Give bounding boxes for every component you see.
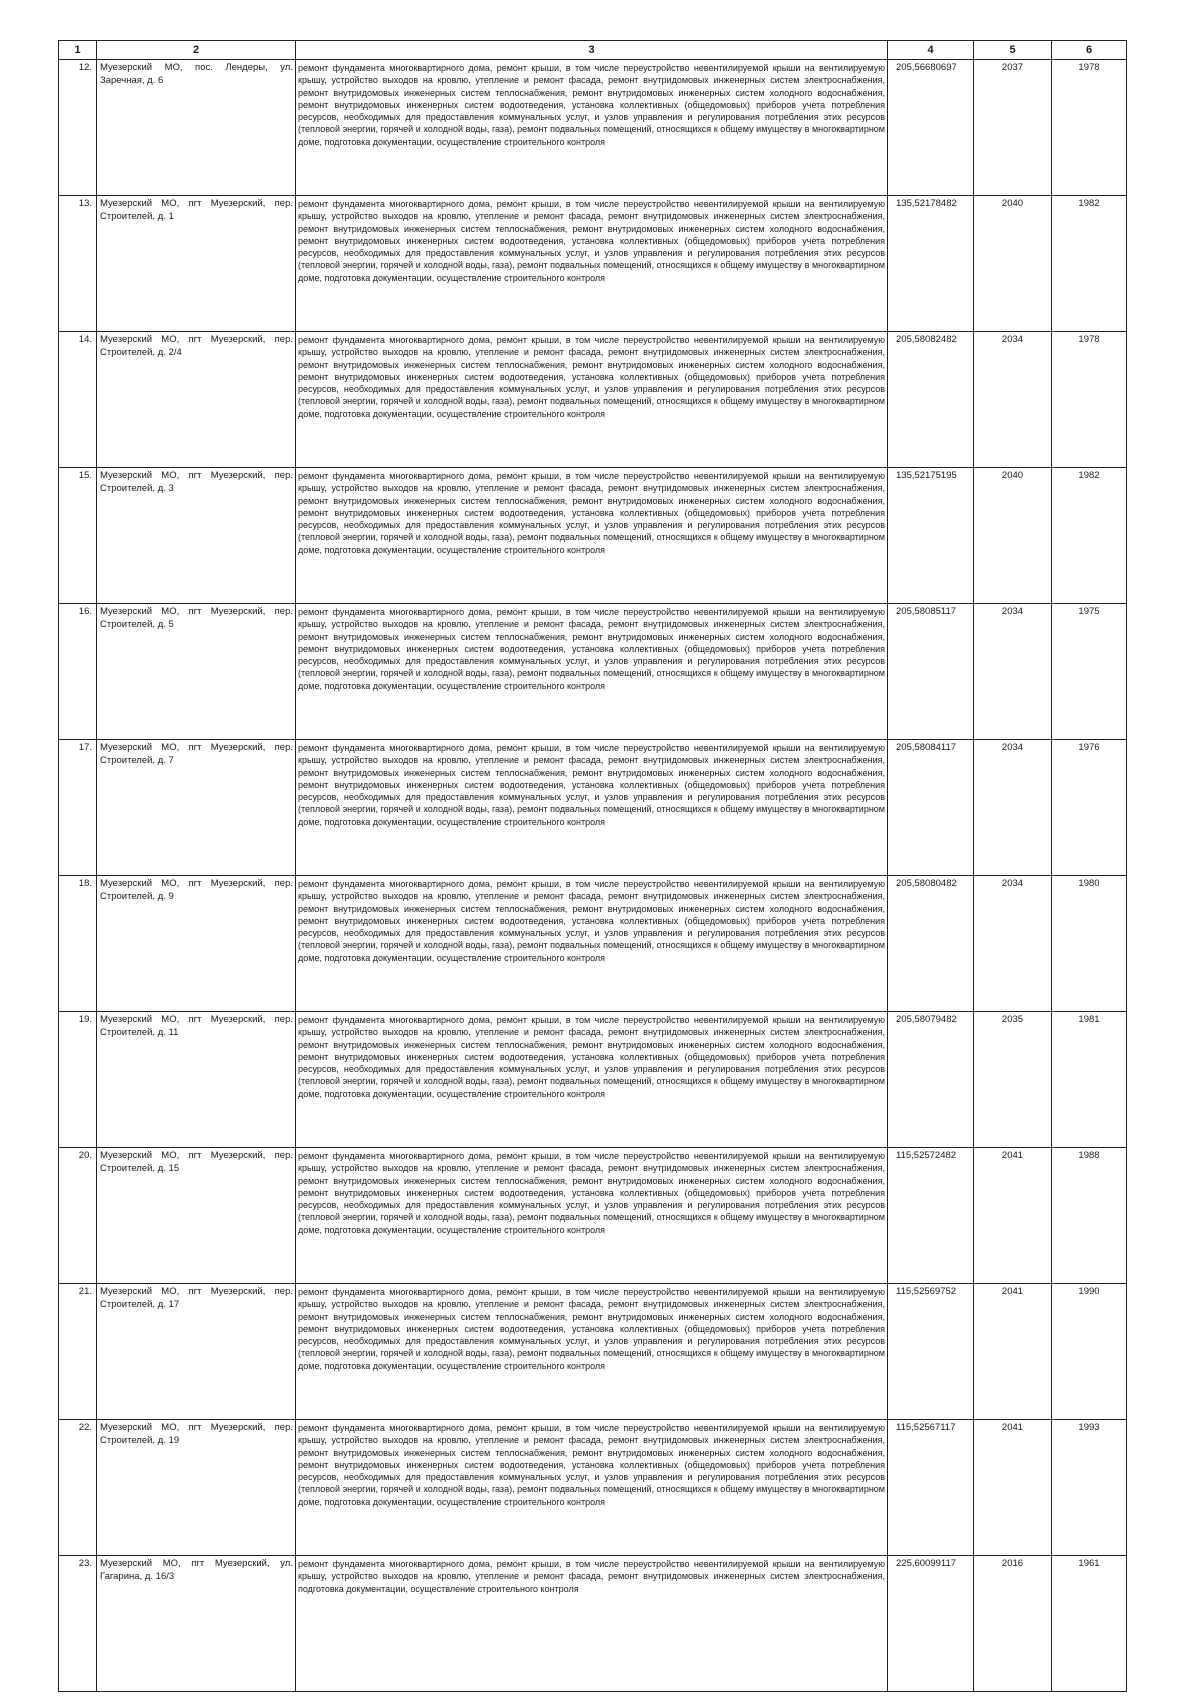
row-address: Муезерский МО, пгт Муезерский, пер. Строителей, д. 11 — [97, 1012, 296, 1148]
row-year-col5: 2034 — [974, 604, 1052, 740]
row-year-col5: 2016 — [974, 1556, 1052, 1692]
column-header-6: 6 — [1052, 41, 1127, 60]
row-address: Муезерский МО, пгт Муезерский, пер. Строителей, д. 19 — [97, 1420, 296, 1556]
row-address: Муезерский МО, пгт Муезерский, пер. Строителей, д. 2/4 — [97, 332, 296, 468]
row-cost: 205,58079482 — [888, 1012, 974, 1148]
table-row — [59, 876, 1127, 1012]
row-number: 21. — [59, 1284, 97, 1420]
row-works: ремонт фундамента многоквартирного дома, ремонт крыши, в том числе переустройство невентилируемой крыши на вентилируемую крышу, устройство выходов на кровлю, утепление и ремонт фасада, ремонт внутридомовых инженерных систем электроснабжения, ремонт внутридомовых инженерных систем теплоснабжения, ремонт внутридомовых инженерных систем холодного водоснабжения, ремонт внутридомовых инженерных систем водоотведения, установка коллективных (общедомовых) приборов учета потребления ресурсов, необходимых для предоставления коммунальных услуг, и узлов управления и регулирования потребления этих ресурсов (тепловой энергии, горячей и холодной воды, газа), ремонт подвальных помещений, относящихся к общему имуществу в многоквартирном доме, подготовка документации, осуществление строительного контроля — [296, 1420, 888, 1556]
table-row — [59, 468, 1127, 604]
row-year-col6: 1981 — [1052, 1012, 1127, 1148]
column-header-5: 5 — [974, 41, 1052, 60]
row-year-col6: 1982 — [1052, 196, 1127, 332]
capital-repair-table — [58, 40, 1127, 1692]
row-number: 14. — [59, 332, 97, 468]
row-number: 13. — [59, 196, 97, 332]
row-works: ремонт фундамента многоквартирного дома, ремонт крыши, в том числе переустройство невентилируемой крыши на вентилируемую крышу, устройство выходов на кровлю, утепление и ремонт фасада, ремонт внутридомовых инженерных систем электроснабжения, подготовка документации, осуществление строительного контроля — [296, 1556, 888, 1692]
column-header-4: 4 — [888, 41, 974, 60]
row-year-col5: 2034 — [974, 332, 1052, 468]
row-address: Муезерский МО, пгт Муезерский, пер. Строителей, д. 9 — [97, 876, 296, 1012]
table-row — [59, 1148, 1127, 1284]
row-year-col5: 2041 — [974, 1420, 1052, 1556]
row-works: ремонт фундамента многоквартирного дома, ремонт крыши, в том числе переустройство невентилируемой крыши на вентилируемую крышу, устройство выходов на кровлю, утепление и ремонт фасада, ремонт внутридомовых инженерных систем электроснабжения, ремонт внутридомовых инженерных систем теплоснабжения, ремонт внутридомовых инженерных систем холодного водоснабжения, ремонт внутридомовых инженерных систем водоотведения, установка коллективных (общедомовых) приборов учета потребления ресурсов, необходимых для предоставления коммунальных услуг, и узлов управления и регулирования потребления этих ресурсов (тепловой энергии, горячей и холодной воды, газа), ремонт подвальных помещений, относящихся к общему имуществу в многоквартирном доме, подготовка документации, осуществление строительного контроля — [296, 468, 888, 604]
row-number: 17. — [59, 740, 97, 876]
row-cost: 115,52569752 — [888, 1284, 974, 1420]
row-year-col5: 2034 — [974, 876, 1052, 1012]
table-row — [59, 1012, 1127, 1148]
row-cost: 205,58085117 — [888, 604, 974, 740]
table-row — [59, 740, 1127, 876]
table-row — [59, 604, 1127, 740]
row-year-col5: 2040 — [974, 196, 1052, 332]
row-year-col6: 1978 — [1052, 332, 1127, 468]
table-row — [59, 1284, 1127, 1420]
table-row — [59, 332, 1127, 468]
row-year-col6: 1976 — [1052, 740, 1127, 876]
row-cost: 205,58082482 — [888, 332, 974, 468]
row-year-col5: 2035 — [974, 1012, 1052, 1148]
row-year-col6: 1961 — [1052, 1556, 1127, 1692]
row-works: ремонт фундамента многоквартирного дома, ремонт крыши, в том числе переустройство невентилируемой крыши на вентилируемую крышу, устройство выходов на кровлю, утепление и ремонт фасада, ремонт внутридомовых инженерных систем электроснабжения, ремонт внутридомовых инженерных систем теплоснабжения, ремонт внутридомовых инженерных систем холодного водоснабжения, ремонт внутридомовых инженерных систем водоотведения, установка коллективных (общедомовых) приборов учета потребления ресурсов, необходимых для предоставления коммунальных услуг, и узлов управления и регулирования потребления этих ресурсов (тепловой энергии, горячей и холодной воды, газа), ремонт подвальных помещений, относящихся к общему имуществу в многоквартирном доме, подготовка документации, осуществление строительного контроля — [296, 1148, 888, 1284]
row-year-col5: 2037 — [974, 60, 1052, 196]
row-cost: 115,52567117 — [888, 1420, 974, 1556]
row-year-col6: 1980 — [1052, 876, 1127, 1012]
row-number: 22. — [59, 1420, 97, 1556]
row-works: ремонт фундамента многоквартирного дома, ремонт крыши, в том числе переустройство невентилируемой крыши на вентилируемую крышу, устройство выходов на кровлю, утепление и ремонт фасада, ремонт внутридомовых инженерных систем электроснабжения, ремонт внутридомовых инженерных систем теплоснабжения, ремонт внутридомовых инженерных систем холодного водоснабжения, ремонт внутридомовых инженерных систем водоотведения, установка коллективных (общедомовых) приборов учета потребления ресурсов, необходимых для предоставления коммунальных услуг, и узлов управления и регулирования потребления этих ресурсов (тепловой энергии, горячей и холодной воды, газа), ремонт подвальных помещений, относящихся к общему имуществу в многоквартирном доме, подготовка документации, осуществление строительного контроля — [296, 60, 888, 196]
row-cost: 135,52178482 — [888, 196, 974, 332]
row-cost: 205,56680697 — [888, 60, 974, 196]
row-works: ремонт фундамента многоквартирного дома, ремонт крыши, в том числе переустройство невентилируемой крыши на вентилируемую крышу, устройство выходов на кровлю, утепление и ремонт фасада, ремонт внутридомовых инженерных систем электроснабжения, ремонт внутридомовых инженерных систем теплоснабжения, ремонт внутридомовых инженерных систем холодного водоснабжения, ремонт внутридомовых инженерных систем водоотведения, установка коллективных (общедомовых) приборов учета потребления ресурсов, необходимых для предоставления коммунальных услуг, и узлов управления и регулирования потребления этих ресурсов (тепловой энергии, горячей и холодной воды, газа), ремонт подвальных помещений, относящихся к общему имуществу в многоквартирном доме, подготовка документации, осуществление строительного контроля — [296, 1012, 888, 1148]
row-year-col6: 1990 — [1052, 1284, 1127, 1420]
row-number: 18. — [59, 876, 97, 1012]
row-address: Муезерский МО, пгт Муезерский, пер. Строителей, д. 17 — [97, 1284, 296, 1420]
row-works: ремонт фундамента многоквартирного дома, ремонт крыши, в том числе переустройство невентилируемой крыши на вентилируемую крышу, устройство выходов на кровлю, утепление и ремонт фасада, ремонт внутридомовых инженерных систем электроснабжения, ремонт внутридомовых инженерных систем теплоснабжения, ремонт внутридомовых инженерных систем холодного водоснабжения, ремонт внутридомовых инженерных систем водоотведения, установка коллективных (общедомовых) приборов учета потребления ресурсов, необходимых для предоставления коммунальных услуг, и узлов управления и регулирования потребления этих ресурсов (тепловой энергии, горячей и холодной воды, газа), ремонт подвальных помещений, относящихся к общему имуществу в многоквартирном доме, подготовка документации, осуществление строительного контроля — [296, 604, 888, 740]
row-number: 20. — [59, 1148, 97, 1284]
row-address: Муезерский МО, пгт Муезерский, пер. Строителей, д. 5 — [97, 604, 296, 740]
row-cost: 135,52175195 — [888, 468, 974, 604]
row-year-col6: 1993 — [1052, 1420, 1127, 1556]
row-cost: 115,52572482 — [888, 1148, 974, 1284]
row-address: Муезерский МО, пгт Муезерский, пер. Строителей, д. 7 — [97, 740, 296, 876]
column-header-3: 3 — [296, 41, 888, 60]
table-row — [59, 1556, 1127, 1692]
row-cost: 205,58084117 — [888, 740, 974, 876]
table-row — [59, 60, 1127, 196]
row-year-col5: 2041 — [974, 1148, 1052, 1284]
row-address: Муезерский МО, пос. Лендеры, ул. Заречная, д. 6 — [97, 60, 296, 196]
row-year-col5: 2040 — [974, 468, 1052, 604]
row-works: ремонт фундамента многоквартирного дома, ремонт крыши, в том числе переустройство невентилируемой крыши на вентилируемую крышу, устройство выходов на кровлю, утепление и ремонт фасада, ремонт внутридомовых инженерных систем электроснабжения, ремонт внутридомовых инженерных систем теплоснабжения, ремонт внутридомовых инженерных систем холодного водоснабжения, ремонт внутридомовых инженерных систем водоотведения, установка коллективных (общедомовых) приборов учета потребления ресурсов, необходимых для предоставления коммунальных услуг, и узлов управления и регулирования потребления этих ресурсов (тепловой энергии, горячей и холодной воды, газа), ремонт подвальных помещений, относящихся к общему имуществу в многоквартирном доме, подготовка документации, осуществление строительного контроля — [296, 876, 888, 1012]
table-row — [59, 1420, 1127, 1556]
table-header-row — [59, 41, 1127, 60]
table-row — [59, 196, 1127, 332]
row-year-col5: 2041 — [974, 1284, 1052, 1420]
row-number: 15. — [59, 468, 97, 604]
row-address: Муезерский МО, пгт Муезерский, ул. Гагарина, д. 16/3 — [97, 1556, 296, 1692]
row-cost: 225,60099117 — [888, 1556, 974, 1692]
row-year-col6: 1982 — [1052, 468, 1127, 604]
row-number: 12. — [59, 60, 97, 196]
row-year-col6: 1988 — [1052, 1148, 1127, 1284]
row-address: Муезерский МО, пгт Муезерский, пер. Строителей, д. 15 — [97, 1148, 296, 1284]
column-header-1: 1 — [59, 41, 97, 60]
row-works: ремонт фундамента многоквартирного дома, ремонт крыши, в том числе переустройство невентилируемой крыши на вентилируемую крышу, устройство выходов на кровлю, утепление и ремонт фасада, ремонт внутридомовых инженерных систем электроснабжения, ремонт внутридомовых инженерных систем теплоснабжения, ремонт внутридомовых инженерных систем холодного водоснабжения, ремонт внутридомовых инженерных систем водоотведения, установка коллективных (общедомовых) приборов учета потребления ресурсов, необходимых для предоставления коммунальных услуг, и узлов управления и регулирования потребления этих ресурсов (тепловой энергии, горячей и холодной воды, газа), ремонт подвальных помещений, относящихся к общему имуществу в многоквартирном доме, подготовка документации, осуществление строительного контроля — [296, 740, 888, 876]
row-address: Муезерский МО, пгт Муезерский, пер. Строителей, д. 1 — [97, 196, 296, 332]
row-year-col6: 1975 — [1052, 604, 1127, 740]
row-year-col5: 2034 — [974, 740, 1052, 876]
document-page — [58, 40, 1127, 1692]
row-cost: 205,58080482 — [888, 876, 974, 1012]
row-address: Муезерский МО, пгт Муезерский, пер. Строителей, д. 3 — [97, 468, 296, 604]
row-works: ремонт фундамента многоквартирного дома, ремонт крыши, в том числе переустройство невентилируемой крыши на вентилируемую крышу, устройство выходов на кровлю, утепление и ремонт фасада, ремонт внутридомовых инженерных систем электроснабжения, ремонт внутридомовых инженерных систем теплоснабжения, ремонт внутридомовых инженерных систем холодного водоснабжения, ремонт внутридомовых инженерных систем водоотведения, установка коллективных (общедомовых) приборов учета потребления ресурсов, необходимых для предоставления коммунальных услуг, и узлов управления и регулирования потребления этих ресурсов (тепловой энергии, горячей и холодной воды, газа), ремонт подвальных помещений, относящихся к общему имуществу в многоквартирном доме, подготовка документации, осуществление строительного контроля — [296, 332, 888, 468]
row-works: ремонт фундамента многоквартирного дома, ремонт крыши, в том числе переустройство невентилируемой крыши на вентилируемую крышу, устройство выходов на кровлю, утепление и ремонт фасада, ремонт внутридомовых инженерных систем электроснабжения, ремонт внутридомовых инженерных систем теплоснабжения, ремонт внутридомовых инженерных систем холодного водоснабжения, ремонт внутридомовых инженерных систем водоотведения, установка коллективных (общедомовых) приборов учета потребления ресурсов, необходимых для предоставления коммунальных услуг, и узлов управления и регулирования потребления этих ресурсов (тепловой энергии, горячей и холодной воды, газа), ремонт подвальных помещений, относящихся к общему имуществу в многоквартирном доме, подготовка документации, осуществление строительного контроля — [296, 196, 888, 332]
row-number: 19. — [59, 1012, 97, 1148]
row-number: 23. — [59, 1556, 97, 1692]
column-header-2: 2 — [97, 41, 296, 60]
row-year-col6: 1978 — [1052, 60, 1127, 196]
row-works: ремонт фундамента многоквартирного дома, ремонт крыши, в том числе переустройство невентилируемой крыши на вентилируемую крышу, устройство выходов на кровлю, утепление и ремонт фасада, ремонт внутридомовых инженерных систем электроснабжения, ремонт внутридомовых инженерных систем теплоснабжения, ремонт внутридомовых инженерных систем холодного водоснабжения, ремонт внутридомовых инженерных систем водоотведения, установка коллективных (общедомовых) приборов учета потребления ресурсов, необходимых для предоставления коммунальных услуг, и узлов управления и регулирования потребления этих ресурсов (тепловой энергии, горячей и холодной воды, газа), ремонт подвальных помещений, относящихся к общему имуществу в многоквартирном доме, подготовка документации, осуществление строительного контроля — [296, 1284, 888, 1420]
row-number: 16. — [59, 604, 97, 740]
